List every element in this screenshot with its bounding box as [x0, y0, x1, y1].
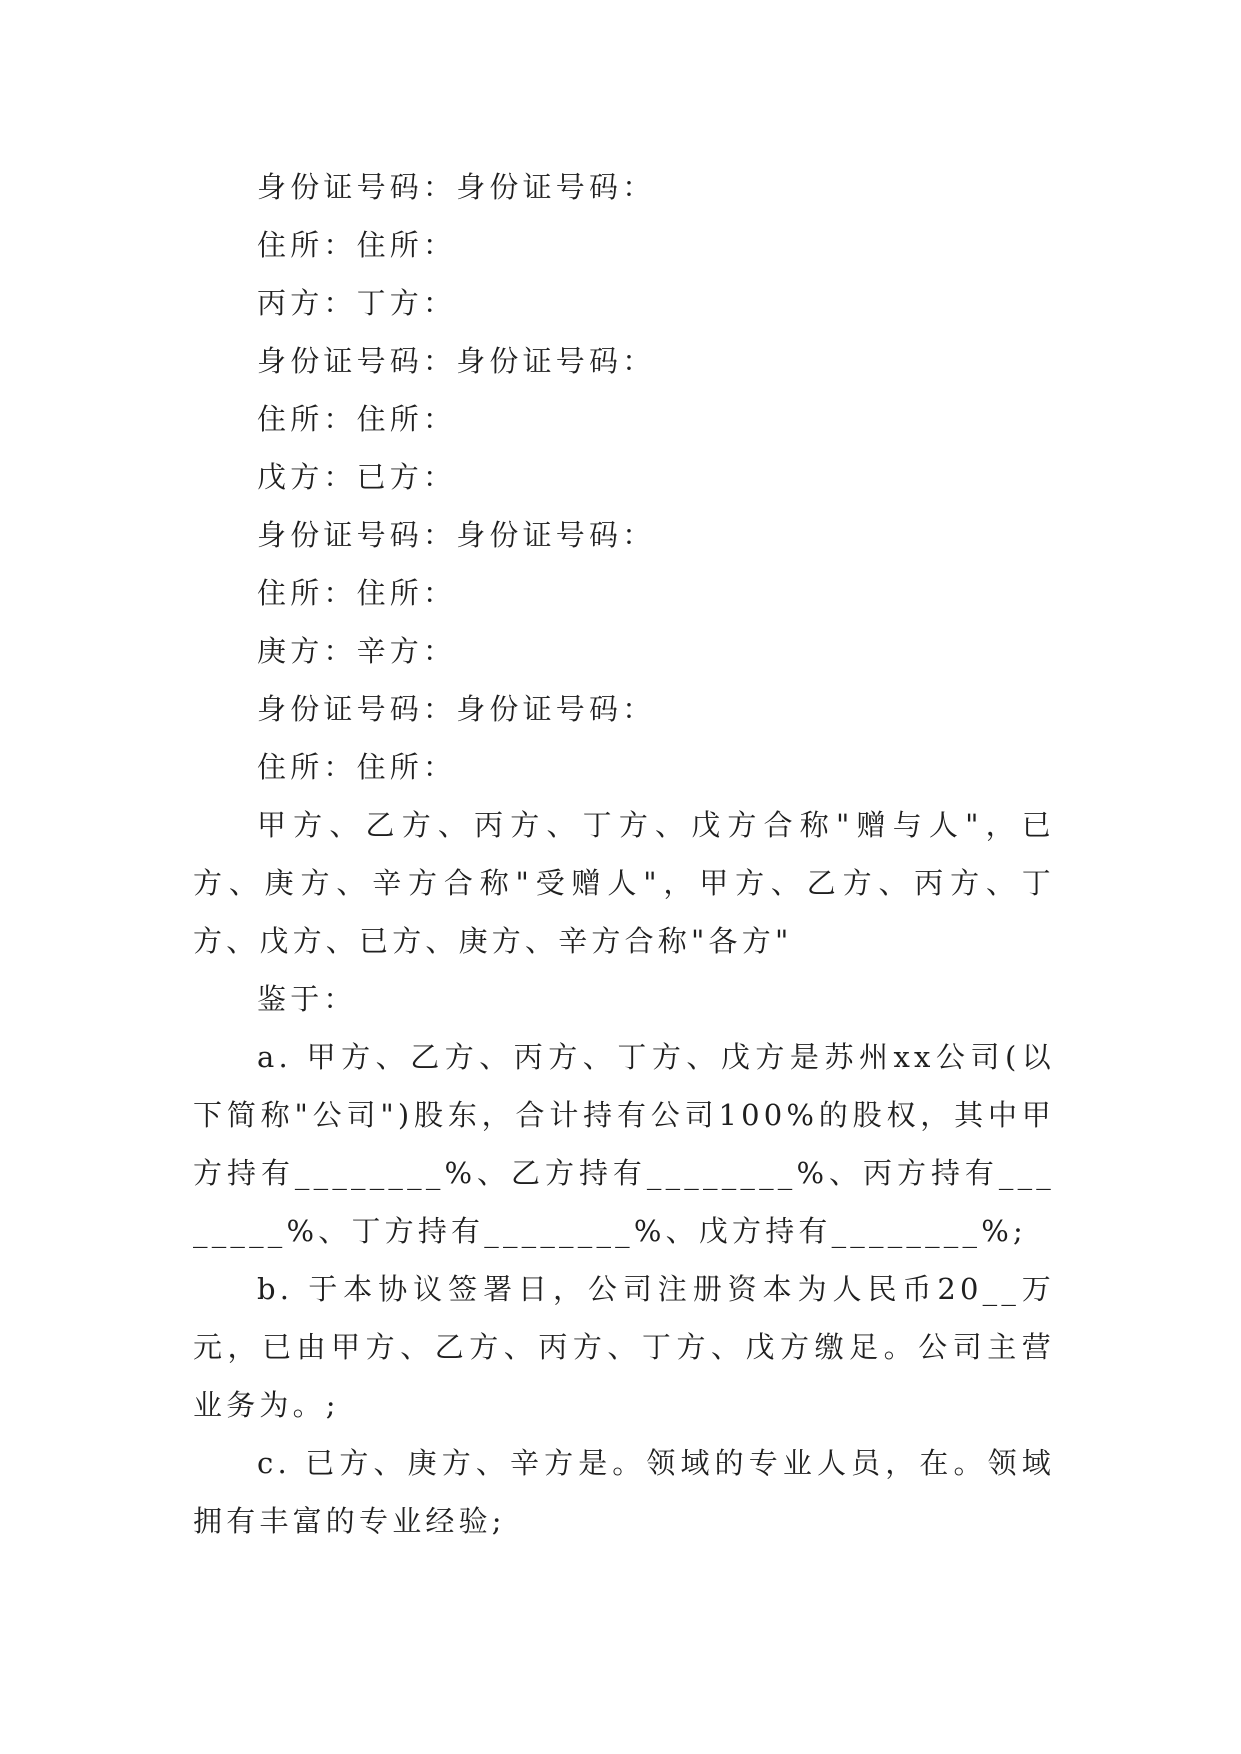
- id-number-line: 身份证号码：身份证号码：: [257, 692, 656, 726]
- address-line: 住所：住所：: [257, 228, 457, 262]
- parties-definition-paragraph: 甲方、乙方、丙方、丁方、戊方合称"赠与人"，已方、庚方、辛方合称"受赠人"，甲方、乙方、丙方、丁方、戊方、已方、庚方、辛方合称"各方": [193, 808, 1055, 958]
- address-line: 住所：住所：: [257, 576, 457, 610]
- address-line: 住所：住所：: [257, 402, 457, 436]
- id-number-line: 身份证号码：身份证号码：: [257, 344, 656, 378]
- whereas-heading: 鉴于：: [257, 982, 357, 1016]
- party-line: 庚方：辛方：: [257, 634, 457, 668]
- party-line: 戊方：已方：: [257, 460, 457, 494]
- id-number-line: 身份证号码：身份证号码：: [257, 518, 656, 552]
- clause-c-paragraph: c. 已方、庚方、辛方是。领域的专业人员，在。领域拥有丰富的专业经验;: [193, 1446, 1055, 1538]
- party-line: 丙方：丁方：: [257, 286, 457, 320]
- document-body: [193, 158, 1055, 1550]
- clause-a-paragraph: a. 甲方、乙方、丙方、丁方、戊方是苏州xx公司(以下简称"公司")股东，合计持有公司100%的股权，其中甲方持有________%、乙方持有________%、丙方持有________%、丁方持有________%、戊方持有________%;: [193, 1040, 1055, 1248]
- id-number-line: 身份证号码：身份证号码：: [257, 170, 656, 204]
- address-line: 住所：住所：: [257, 750, 457, 784]
- clause-b-paragraph: b. 于本协议签署日，公司注册资本为人民币20__万元，已由甲方、乙方、丙方、丁方、戊方缴足。公司主营业务为。;: [193, 1272, 1055, 1422]
